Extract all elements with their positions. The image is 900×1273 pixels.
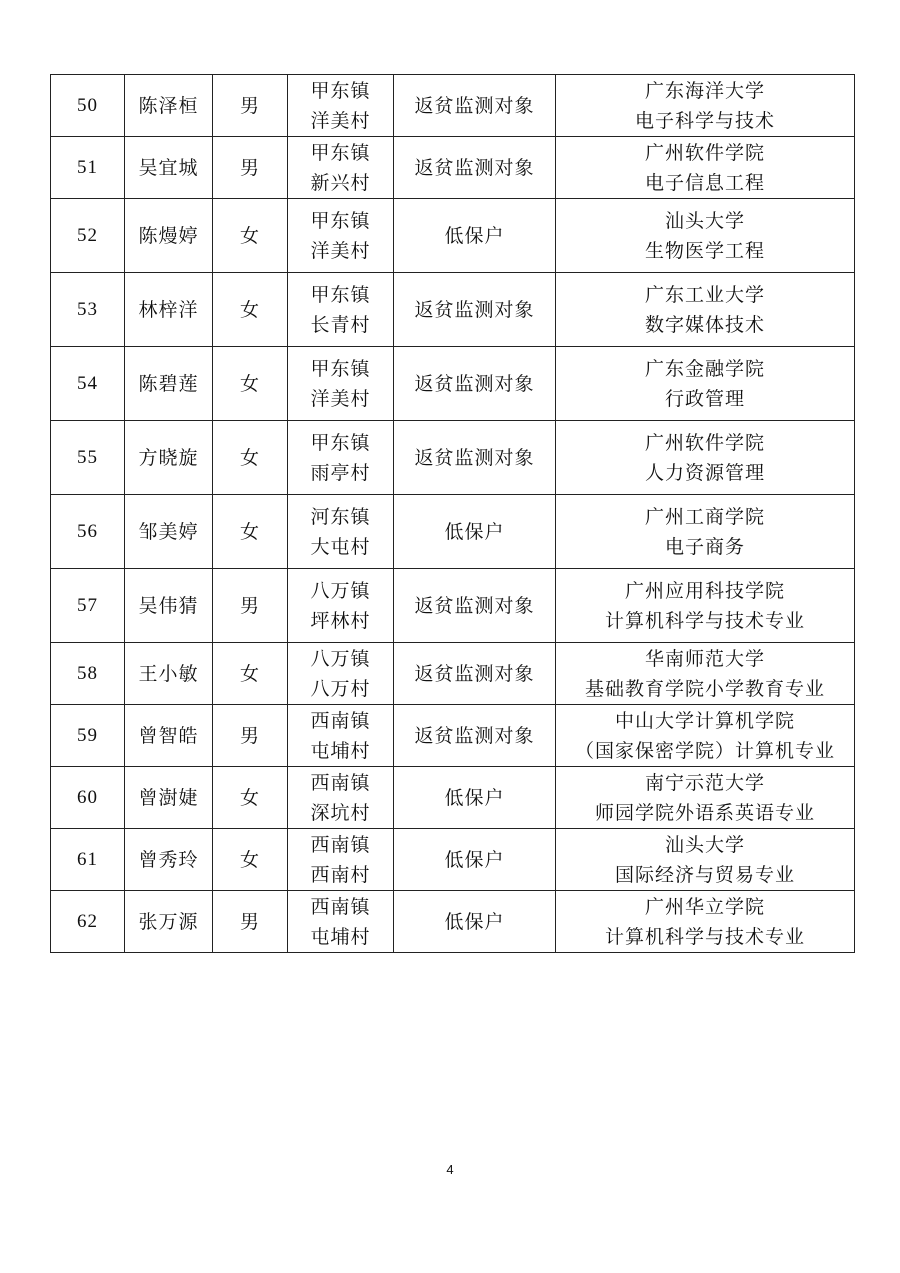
village-name: 洋美村 <box>310 239 371 262</box>
row-number-cell <box>51 891 125 953</box>
school-name: 广东海洋大学 <box>644 79 765 102</box>
village-name: 新兴村 <box>310 171 371 194</box>
table-row <box>51 273 855 347</box>
gender-cell <box>213 829 288 891</box>
name-cell <box>125 137 213 199</box>
town-name: 甲东镇 <box>310 357 371 380</box>
row-number-cell <box>51 347 125 421</box>
gender: 女 <box>239 446 260 469</box>
major-name: 数字媒体技术 <box>644 313 765 336</box>
name-cell <box>125 199 213 273</box>
category-cell <box>394 347 556 421</box>
student-name: 张万源 <box>138 910 199 933</box>
row-number: 51 <box>77 156 98 178</box>
table-row <box>51 75 855 137</box>
gender: 男 <box>239 594 260 617</box>
village-name: 洋美村 <box>310 109 371 132</box>
gender-cell <box>213 643 288 705</box>
village-name: 长青村 <box>310 313 371 336</box>
roster-body <box>51 75 855 953</box>
school-cell <box>556 705 855 767</box>
student-name: 王小敏 <box>138 662 199 685</box>
town-name: 西南镇 <box>310 895 371 918</box>
category-cell <box>394 199 556 273</box>
table-row <box>51 569 855 643</box>
town-name: 西南镇 <box>310 709 371 732</box>
name-cell <box>125 347 213 421</box>
major-name: 计算机科学与技术专业 <box>604 609 805 632</box>
row-number: 62 <box>77 910 98 932</box>
major-name: 师园学院外语系英语专业 <box>594 801 815 824</box>
gender: 女 <box>239 520 260 543</box>
school-cell <box>556 495 855 569</box>
school-name: 南宁示范大学 <box>644 771 765 794</box>
table-row <box>51 199 855 273</box>
household-category: 低保户 <box>444 910 505 933</box>
row-number: 53 <box>77 298 98 320</box>
school-cell <box>556 569 855 643</box>
table-row <box>51 495 855 569</box>
student-name: 曾秀玲 <box>138 848 199 871</box>
table-row <box>51 767 855 829</box>
gender: 男 <box>239 156 260 179</box>
major-name: 电子信息工程 <box>644 171 765 194</box>
gender: 女 <box>239 848 260 871</box>
gender-cell <box>213 273 288 347</box>
row-number: 56 <box>77 520 98 542</box>
table-row <box>51 421 855 495</box>
household-category: 返贫监测对象 <box>414 662 535 685</box>
student-name: 方晓旋 <box>138 446 199 469</box>
category-cell <box>394 569 556 643</box>
page-number: 4 <box>446 1162 454 1177</box>
name-cell <box>125 829 213 891</box>
village-name: 八万村 <box>310 677 371 700</box>
town-name: 河东镇 <box>310 505 371 528</box>
household-category: 低保户 <box>444 520 505 543</box>
name-cell <box>125 495 213 569</box>
category-cell <box>394 137 556 199</box>
table-row <box>51 829 855 891</box>
gender: 男 <box>239 94 260 117</box>
row-number-cell <box>51 705 125 767</box>
row-number: 61 <box>77 848 98 870</box>
address-cell <box>288 569 394 643</box>
name-cell <box>125 273 213 347</box>
row-number-cell <box>51 643 125 705</box>
school-name: 广州工商学院 <box>644 505 765 528</box>
category-cell <box>394 75 556 137</box>
student-name: 曾澍婕 <box>138 786 199 809</box>
school-name: 广州华立学院 <box>644 895 765 918</box>
village-name: 西南村 <box>310 863 371 886</box>
name-cell <box>125 75 213 137</box>
town-name: 甲东镇 <box>310 79 371 102</box>
address-cell <box>288 767 394 829</box>
name-cell <box>125 643 213 705</box>
category-cell <box>394 767 556 829</box>
household-category: 返贫监测对象 <box>414 724 535 747</box>
row-number: 60 <box>77 786 98 808</box>
school-name: 华南师范大学 <box>644 647 765 670</box>
category-cell <box>394 891 556 953</box>
school-name: 广州软件学院 <box>644 141 765 164</box>
gender-cell <box>213 705 288 767</box>
town-name: 西南镇 <box>310 771 371 794</box>
gender: 女 <box>239 372 260 395</box>
village-name: 屯埔村 <box>310 925 371 948</box>
address-cell <box>288 75 394 137</box>
row-number-cell <box>51 495 125 569</box>
table-row <box>51 643 855 705</box>
household-category: 返贫监测对象 <box>414 594 535 617</box>
village-name: 坪林村 <box>310 609 371 632</box>
name-cell <box>125 421 213 495</box>
row-number-cell <box>51 199 125 273</box>
major-name: 行政管理 <box>664 387 745 410</box>
school-name: 广州应用科技学院 <box>624 579 785 602</box>
school-cell <box>556 75 855 137</box>
row-number: 59 <box>77 724 98 746</box>
school-name: 广州软件学院 <box>644 431 765 454</box>
category-cell <box>394 705 556 767</box>
category-cell <box>394 829 556 891</box>
gender-cell <box>213 75 288 137</box>
village-name: 大屯村 <box>310 535 371 558</box>
household-category: 返贫监测对象 <box>414 446 535 469</box>
town-name: 甲东镇 <box>310 283 371 306</box>
category-cell <box>394 643 556 705</box>
student-name: 吴宜城 <box>138 156 199 179</box>
gender-cell <box>213 891 288 953</box>
row-number: 55 <box>77 446 98 468</box>
school-name: 广东金融学院 <box>644 357 765 380</box>
student-name: 陈碧莲 <box>138 372 199 395</box>
gender-cell <box>213 767 288 829</box>
school-cell <box>556 347 855 421</box>
major-name: 电子商务 <box>664 535 745 558</box>
school-cell <box>556 891 855 953</box>
address-cell <box>288 705 394 767</box>
address-cell <box>288 495 394 569</box>
name-cell <box>125 891 213 953</box>
address-cell <box>288 891 394 953</box>
table-row <box>51 347 855 421</box>
gender-cell <box>213 137 288 199</box>
gender-cell <box>213 421 288 495</box>
town-name: 八万镇 <box>310 579 371 602</box>
village-name: 雨亭村 <box>310 461 371 484</box>
household-category: 返贫监测对象 <box>414 94 535 117</box>
household-category: 低保户 <box>444 224 505 247</box>
major-name: 国际经济与贸易专业 <box>614 863 795 886</box>
name-cell <box>125 705 213 767</box>
gender: 男 <box>239 910 260 933</box>
major-name: 电子科学与技术 <box>634 109 775 132</box>
row-number-cell <box>51 767 125 829</box>
row-number-cell <box>51 829 125 891</box>
row-number: 57 <box>77 594 98 616</box>
school-name: 广东工业大学 <box>644 283 765 306</box>
town-name: 八万镇 <box>310 647 371 670</box>
school-name: 汕头大学 <box>664 209 745 232</box>
household-category: 低保户 <box>444 848 505 871</box>
category-cell <box>394 421 556 495</box>
village-name: 深坑村 <box>310 801 371 824</box>
row-number-cell <box>51 137 125 199</box>
student-roster-table <box>50 74 855 953</box>
gender-cell <box>213 569 288 643</box>
school-name: 汕头大学 <box>664 833 745 856</box>
major-name: 基础教育学院小学教育专业 <box>584 677 825 700</box>
school-cell <box>556 273 855 347</box>
household-category: 低保户 <box>444 786 505 809</box>
row-number: 50 <box>77 94 98 116</box>
student-name: 曾智皓 <box>138 724 199 747</box>
town-name: 甲东镇 <box>310 431 371 454</box>
gender-cell <box>213 495 288 569</box>
school-cell <box>556 421 855 495</box>
village-name: 洋美村 <box>310 387 371 410</box>
address-cell <box>288 347 394 421</box>
student-name: 陈熳婷 <box>138 224 199 247</box>
row-number-cell <box>51 421 125 495</box>
student-name: 吴伟猜 <box>138 594 199 617</box>
table-row <box>51 705 855 767</box>
town-name: 西南镇 <box>310 833 371 856</box>
name-cell <box>125 767 213 829</box>
address-cell <box>288 421 394 495</box>
school-cell <box>556 767 855 829</box>
household-category: 返贫监测对象 <box>414 298 535 321</box>
gender: 男 <box>239 724 260 747</box>
row-number-cell <box>51 273 125 347</box>
household-category: 返贫监测对象 <box>414 372 535 395</box>
town-name: 甲东镇 <box>310 141 371 164</box>
gender-cell <box>213 199 288 273</box>
major-name: 生物医学工程 <box>644 239 765 262</box>
student-name: 林梓洋 <box>138 298 199 321</box>
row-number-cell <box>51 569 125 643</box>
town-name: 甲东镇 <box>310 209 371 232</box>
gender-cell <box>213 347 288 421</box>
address-cell <box>288 137 394 199</box>
row-number: 52 <box>77 224 98 246</box>
school-cell <box>556 199 855 273</box>
category-cell <box>394 495 556 569</box>
major-name: （国家保密学院）计算机专业 <box>574 739 835 762</box>
row-number: 54 <box>77 372 98 394</box>
table-row <box>51 891 855 953</box>
major-name: 人力资源管理 <box>644 461 765 484</box>
student-name: 邹美婷 <box>138 520 199 543</box>
table-row <box>51 137 855 199</box>
row-number-cell <box>51 75 125 137</box>
address-cell <box>288 643 394 705</box>
gender: 女 <box>239 662 260 685</box>
gender: 女 <box>239 298 260 321</box>
category-cell <box>394 273 556 347</box>
name-cell <box>125 569 213 643</box>
school-cell <box>556 137 855 199</box>
address-cell <box>288 273 394 347</box>
gender: 女 <box>239 224 260 247</box>
school-name: 中山大学计算机学院 <box>614 709 795 732</box>
gender: 女 <box>239 786 260 809</box>
address-cell <box>288 199 394 273</box>
row-number: 58 <box>77 662 98 684</box>
address-cell <box>288 829 394 891</box>
school-cell <box>556 643 855 705</box>
household-category: 返贫监测对象 <box>414 156 535 179</box>
school-cell <box>556 829 855 891</box>
major-name: 计算机科学与技术专业 <box>604 925 805 948</box>
student-name: 陈泽桓 <box>138 94 199 117</box>
village-name: 屯埔村 <box>310 739 371 762</box>
